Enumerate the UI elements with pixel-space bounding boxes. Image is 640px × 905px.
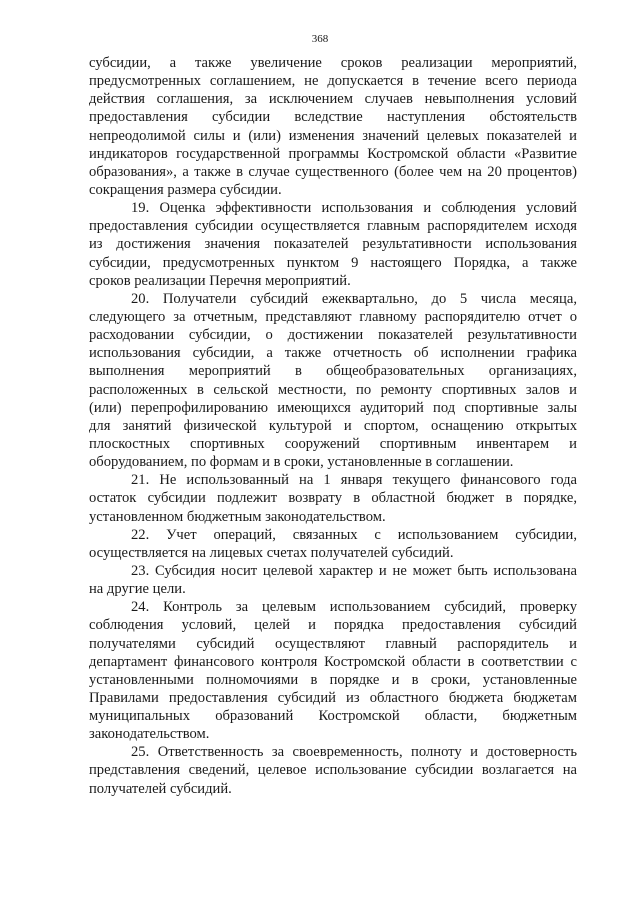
paragraph-item-23 [89,562,577,598]
text-line: установленном бюджетным законодательством. [89,508,386,525]
paragraph-item-22 [89,526,577,562]
text-line: 22. Учет операций, связанных с использованием субсидии, [131,526,577,543]
text-line: субсидии, а также увеличение сроков реализации мероприятий, [89,55,577,71]
text-line: законодательством. [89,726,210,743]
paragraph-item-20 [89,290,577,471]
text-line: получателями субсидий осуществляют главный распорядитель и [89,635,577,652]
text-line: остаток субсидии подлежит возврату в областной бюджет в порядке, [89,490,577,507]
text-line: образования», а также в случае существенного (более чем на 20 процентов) [89,163,577,180]
text-line: представления сведений, целевое использование субсидии возлагается на [89,762,577,779]
text-line: субсидии, предусмотренных пунктом 9 настоящего Порядка, а также [89,254,577,271]
document-body [89,54,577,798]
text-line: использования субсидии, а также отчетность об исполнении графика [89,345,577,362]
text-line: плоскостных спортивных сооружений спортивным инвентарем и [89,435,577,452]
text-line: предусмотренных соглашением, не допускается в течение всего периода [89,73,577,90]
text-line: предоставления субсидии вследствие наступления обстоятельств [89,109,577,126]
text-line: следующего за отчетным, представляют главному распорядителю отчет о [89,308,577,325]
text-line: непреодолимой силы и (или) изменения значений целевых показателей и [89,127,577,144]
text-line: на другие цели. [89,581,186,598]
text-line: предоставления субсидии осуществляется главным распорядителем исходя [89,218,577,235]
text-line: сокращения размера субсидии. [89,181,282,198]
text-line: 20. Получатели субсидий ежеквартально, до 5 числа месяца, [131,290,577,307]
text-line: 24. Контроль за целевым использованием субсидий, проверку [131,599,577,616]
text-line: 19. Оценка эффективности использования и соблюдения условий [131,200,577,217]
paragraph-item-25 [89,743,577,797]
text-line: действия соглашения, за исключением случаев невыполнения условий [89,91,577,108]
paragraph-continuation [89,54,577,199]
text-line: 23. Субсидия носит целевой характер и не может быть использована [131,562,577,579]
text-line: соблюдения условий, целей и порядка предоставления субсидий [89,617,577,634]
paragraph-item-21 [89,471,577,525]
text-line: расположенных в сельской местности, по ремонту спортивных залов и [89,381,577,398]
text-line: выполнения мероприятий в общеобразовательных организациях, [89,363,577,380]
paragraph-item-19 [89,199,577,290]
text-line: сроков реализации Перечня мероприятий. [89,272,351,289]
text-line: получателей субсидий. [89,780,232,797]
text-line: Правилами предоставления субсидий из областного бюджета бюджетам [89,689,577,706]
text-line: из достижения значения показателей результативности использования [89,236,577,253]
text-line: 25. Ответственность за своевременность, полноту и достоверность [131,744,577,761]
text-line: расходовании субсидии, о достижении показателей результативности [89,327,577,344]
text-line: индикаторов государственной программы Костромской области «Развитие [89,145,577,162]
page-number: 368 [311,33,329,45]
text-line: (или) перепрофилированию имеющихся аудиторий под спортивные залы [89,399,577,416]
text-line: муниципальных образований Костромской области, бюджетным [89,708,577,725]
text-line: для занятий физической культурой и спортом, оснащению открытых [89,417,577,434]
text-line: установленными полномочиями в порядке и в сроки, установленные [89,671,577,688]
text-line: оборудованием, по формам и в сроки, установленные в соглашении. [89,454,514,471]
text-line: осуществляется на лицевых счетах получателей субсидий. [89,544,454,561]
text-line: департамент финансового контроля Костромской области в соответствии с [89,653,577,670]
paragraph-item-24 [89,598,577,743]
text-line: 21. Не использованный на 1 января текущего финансового года [131,472,577,489]
